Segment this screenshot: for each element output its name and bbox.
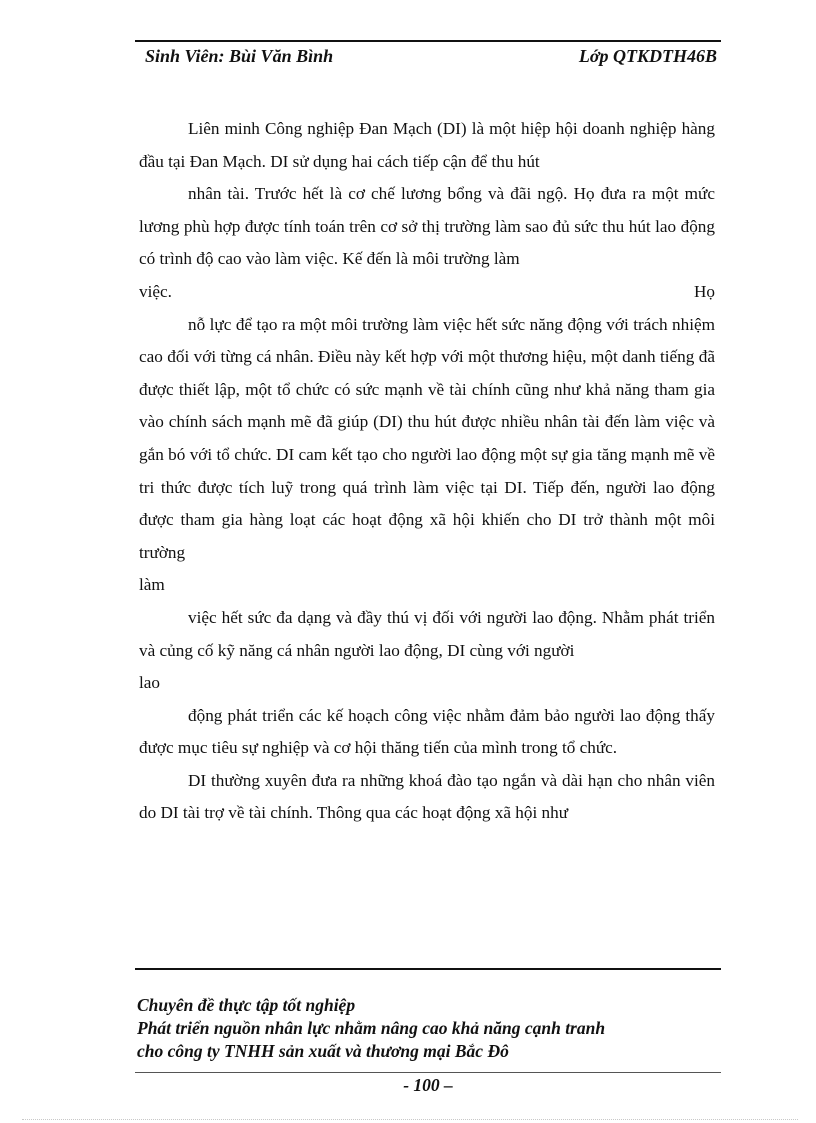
document-body (139, 113, 715, 830)
paragraph-1: Liên minh Công nghiệp Đan Mạch (DI) là một hiệp hội doanh nghiệp hàng đầu tại Đan Mạch. DI sử dụng hai cách tiếp cận để thu hút (139, 119, 715, 171)
student-name: Sinh Viên: Bùi Văn Bình (145, 46, 334, 66)
page-header (135, 40, 721, 68)
paragraph-3: nỗ lực để tạo ra một môi trường làm việc hết sức năng động với trách nhiệm cao đối với từng cá nhân. Điều này kết hợp với một thương hiệu, một danh tiếng đã được thiết lập, một tổ chức có sức mạnh về tài chính cũng như khả năng tham gia vào chính sách mạnh mẽ đã giúp (DI) thu hút được nhiều nhân tài đến làm việc và gắn bó với tổ chức. DI cam kết tạo cho người lao động một sự gia tăng mạnh mẽ về tri thức được tích luỹ trong quá trình làm việc tại DI. Tiếp đến, người lao động được tham gia hàng loạt các hoạt động xã hội khiến cho DI trở thành một môi trường (139, 314, 715, 562)
paragraph-4-tail: lao (139, 673, 160, 693)
header-row (135, 42, 721, 68)
footer-divider (135, 968, 721, 970)
split-line-left: việc. (139, 281, 172, 301)
page-edge (22, 1119, 798, 1120)
page-number: - 100 – (403, 1075, 453, 1095)
footer-line-1: Chuyên đề thực tập tốt nghiệp (137, 995, 356, 1015)
footer-thin-divider (135, 1072, 721, 1073)
paragraph-5: động phát triển các kế hoạch công việc nhằm đảm bảo người lao động thấy được mục tiêu sự nghiệp và cơ hội thăng tiến của mình trong tổ chức. (139, 705, 715, 758)
paragraph-3-tail: làm (139, 575, 165, 595)
footer-line-3: cho công ty TNHH sản xuất và thương mại Bắc Đô (137, 1041, 509, 1061)
paragraph-6: DI thường xuyên đưa ra những khoá đào tạo ngắn và dài hạn cho nhân viên do DI tài trợ về tài chính. Thông qua các hoạt động xã hội như (139, 770, 715, 823)
footer-line-2: Phát triển nguồn nhân lực nhằm nâng cao khả năng cạnh tranh (137, 1018, 606, 1038)
split-line (139, 276, 715, 309)
class-code: Lớp QTKDTH46B (578, 46, 717, 66)
paragraph-4: việc hết sức đa dạng và đầy thú vị đối với người lao động. Nhằm phát triển và củng cố kỹ năng cá nhân người lao động, DI cùng với người (139, 607, 715, 660)
paragraph-2: nhân tài. Trước hết là cơ chế lương bổng và đãi ngộ. Họ đưa ra một mức lương phù hợp được tính toán trên cơ sở thị trường làm sao đủ sức thu hút lao động có trình độ cao vào làm việc. Kế đến là môi trường làm (139, 184, 715, 269)
split-line-right: Họ (693, 281, 715, 301)
page-footer (137, 994, 721, 1063)
